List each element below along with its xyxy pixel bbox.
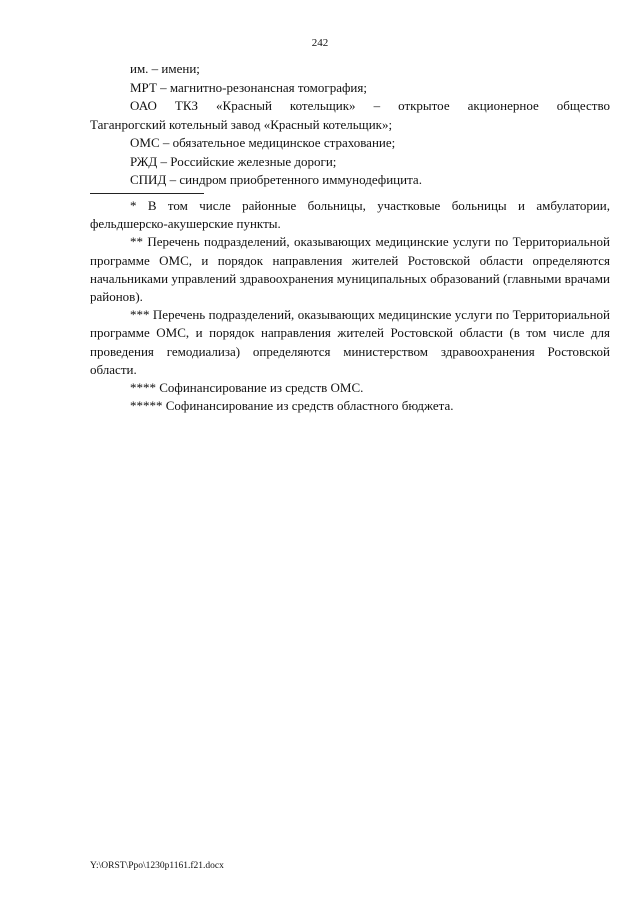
document-file-path: Y:\ORST\Ppo\1230p1161.f21.docx [90, 861, 224, 871]
footnote: ** Перечень подразделений, оказывающих медицинские услуги по Территориальной программе ОМС, и порядок направления жителей Ростовской области определяются начальниками управлений здравоохранения муниципальных образований (главными врачами районов). [90, 234, 610, 305]
footnotes [90, 197, 610, 415]
abbreviation-item: СПИД – синдром приобретенного иммунодефицита. [130, 172, 422, 187]
footnote: ***** Софинансирование из средств областного бюджета. [130, 398, 454, 414]
footnote-separator [90, 193, 204, 194]
abbreviation-item: ОМС – обязательное медицинское страхование; [130, 135, 396, 150]
abbreviation-item: РЖД – Российские железные дороги; [130, 153, 337, 169]
abbreviations-list [90, 60, 610, 190]
page-number: 242 [311, 37, 329, 49]
abbreviation-item-continuation: Таганрогский котельный завод «Красный котельщик»; [90, 116, 393, 132]
abbreviation-item: МРТ – магнитно-резонансная томография; [130, 79, 367, 95]
footnote: *** Перечень подразделений, оказывающих медицинские услуги по Территориальной программе ОМС, и порядок направления жителей Ростовской области (в том числе для проведения гемодиализа) определяются министерством здравоохранения Ростовской области. [90, 307, 610, 377]
abbreviation-item: ОАО ТКЗ «Красный котельщик» – открытое акционерное общество [130, 98, 610, 113]
footnote: **** Софинансирование из средств ОМС. [130, 380, 364, 396]
footnote: * В том числе районные больницы, участковые больницы и амбулатории, фельдшерско-акушерские пункты. [90, 198, 610, 232]
abbreviation-item: им. – имени; [130, 61, 200, 76]
